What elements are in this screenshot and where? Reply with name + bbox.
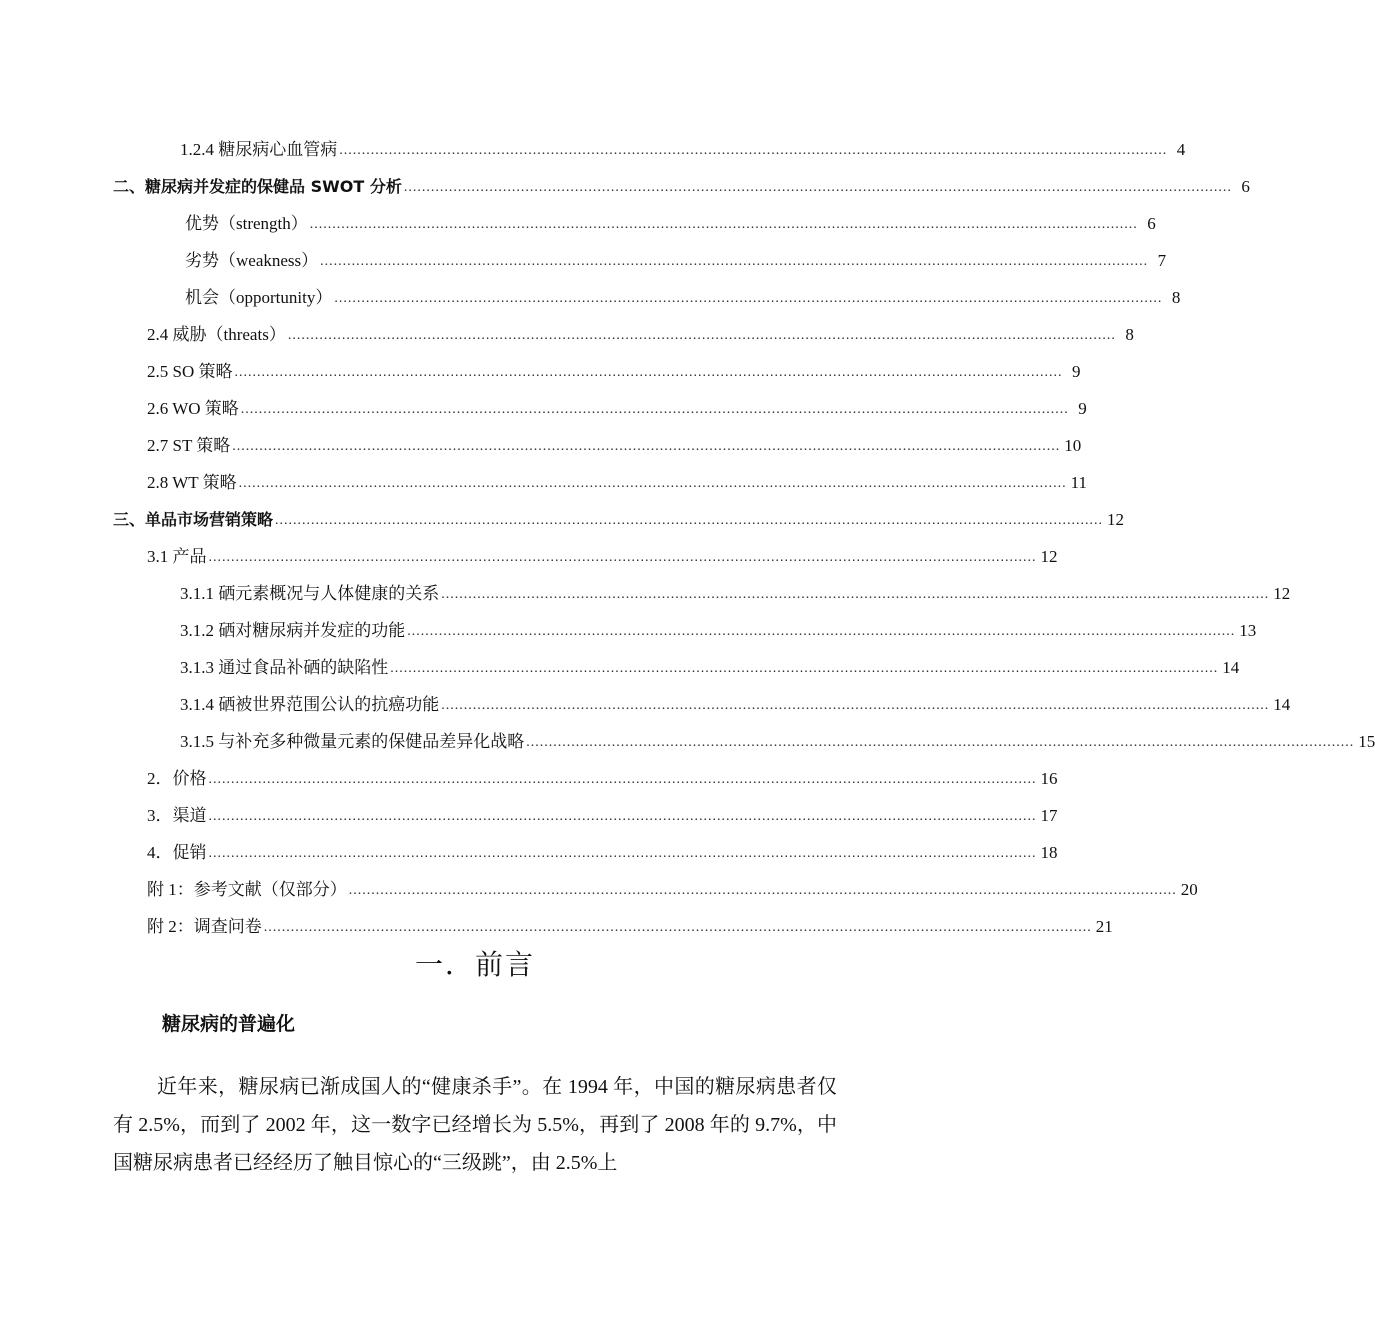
toc-leader: ........................................................................................................................................................................................ [309,217,1138,232]
toc-entry-label: 2．价格 [147,769,207,788]
toc-leader: ........................................................................................................................................................................................ [208,550,1037,565]
toc-entry-page: 10 [1064,436,1082,455]
toc-entry-label: 3.1.1 硒元素概况与人体健康的关系 [180,584,440,603]
toc-entry-page: 9 [1071,362,1081,381]
toc-entry-label: 2.5 SO 策略 [147,362,233,381]
toc-entry[interactable] [147,907,1113,937]
body-paragraph: 近年来，糖尿病已渐成国人的“健康杀手”。在 1994 年，中国的糖尿病患者仅有 2.5%，而到了 2002 年，这一数字已经增长为 5.5%，再到了 2008 年的 9.7%，中国糖尿病患者已经经历了触目惊心的“三级跳”，由 2.5%上 [113,1076,837,1174]
toc-entry-page: 15 [1358,732,1375,751]
toc-entry-label: 优势（strength） [185,214,308,233]
section-heading: 一．前言 [414,950,535,981]
toc-entry-page: 7 [1157,251,1167,270]
toc-entry-label: 3.1.2 硒对糖尿病并发症的功能 [180,621,406,640]
toc-entry-label: 3.1.4 硒被世界范围公认的抗癌功能 [180,695,440,714]
toc-leader: ........................................................................................................................................................................................ [403,180,1232,195]
toc-entry-label: 3.1.3 通过食品补硒的缺陷性 [180,658,389,677]
toc-entry-page: 13 [1239,621,1257,640]
toc-leader: ........................................................................................................................................................................................ [232,439,1061,454]
toc-leader: ........................................................................................................................................................................................ [208,846,1037,861]
toc-entry-page: 21 [1095,917,1113,936]
toc-entry[interactable] [180,574,1291,604]
toc-entry-label: 附 2：调查问卷 [147,917,262,936]
toc-leader: ........................................................................................................................................................................................ [334,291,1163,306]
toc-entry-page: 17 [1040,806,1058,825]
toc-leader: ........................................................................................................................................................................................ [526,735,1355,750]
toc-entry-label: 2.7 ST 策略 [147,436,231,455]
toc-entry-label: 3.1 产品 [147,547,207,566]
toc-entry-page: 8 [1125,325,1134,344]
toc-entry[interactable] [185,278,1181,308]
toc-leader: ........................................................................................................................................................................................ [287,328,1116,343]
toc-entry[interactable] [180,648,1240,678]
toc-leader: ........................................................................................................................................................................................ [208,809,1037,824]
toc-entry-page: 9 [1078,399,1087,418]
toc-entry[interactable] [180,611,1257,641]
toc-leader: ........................................................................................................................................................................................ [263,920,1092,935]
toc-entry-page: 14 [1273,695,1291,714]
toc-entry[interactable] [147,759,1058,789]
toc-entry-page: 18 [1040,843,1058,862]
toc-entry-label: 3．渠道 [147,806,207,825]
toc-entry-page: 20 [1180,880,1198,899]
toc-entry[interactable] [147,870,1198,900]
toc-entry-page: 12 [1107,510,1125,529]
toc-leader: ........................................................................................................................................................................................ [240,402,1069,417]
toc-entry-label: 三、单品市场营销策略 [113,510,274,529]
toc-entry[interactable] [113,167,1250,197]
toc-entry[interactable] [180,130,1186,160]
subsection-heading: 糖尿病的普遍化 [162,1013,296,1035]
toc-entry[interactable] [180,685,1291,715]
toc-entry-label: 2.8 WT 策略 [147,473,237,492]
toc-leader: ........................................................................................................................................................................................ [238,476,1067,491]
toc-leader: ........................................................................................................................................................................................ [441,698,1270,713]
toc-entry[interactable] [185,204,1156,234]
toc-entry-label: 劣势（weakness） [185,251,319,270]
toc-entry-label: 1.2.4 糖尿病心血管病 [180,140,338,159]
toc-entry-label: 附 1：参考文献（仅部分） [147,880,347,899]
toc-entry-page: 12 [1040,547,1058,566]
toc-leader: ........................................................................................................................................................................................ [441,587,1270,602]
toc-entry-label: 3.1.5 与补充多种微量元素的保健品差异化战略 [180,732,525,751]
toc-entry-label: 2.4 威胁（threats） [147,325,286,344]
toc-leader: ........................................................................................................................................................................................ [407,624,1236,639]
toc-entry-label: 二、糖尿病并发症的保健品 SWOT 分析 [113,177,402,196]
toc-leader: ........................................................................................................................................................................................ [339,143,1168,158]
toc-entry-page: 4 [1176,140,1186,159]
toc-entry-page: 16 [1040,769,1058,788]
toc-entry[interactable] [113,500,1125,530]
toc-leader: ........................................................................................................................................................................................ [348,883,1177,898]
toc-entry-page: 14 [1222,658,1240,677]
toc-entry-label: 2.6 WO 策略 [147,399,239,418]
toc-leader: ........................................................................................................................................................................................ [390,661,1219,676]
toc-entry[interactable] [147,463,1087,493]
toc-entry[interactable] [147,352,1081,382]
toc-entry[interactable] [147,796,1058,826]
toc-leader: ........................................................................................................................................................................................ [234,365,1063,380]
toc-entry[interactable] [147,537,1058,567]
toc-entry-page: 12 [1273,584,1291,603]
toc-leader: ........................................................................................................................................................................................ [320,254,1149,269]
toc-entry[interactable] [147,389,1087,419]
toc-leader: ........................................................................................................................................................................................ [275,513,1104,528]
toc-entry-page: 8 [1171,288,1181,307]
toc-entry-label: 机会（opportunity） [185,288,333,307]
toc-entry[interactable] [147,315,1134,345]
toc-entry[interactable] [147,833,1058,863]
toc-entry[interactable] [180,722,1375,752]
toc-entry-label: 4．促销 [147,843,207,862]
toc-entry-page: 11 [1070,473,1087,492]
toc-entry-page: 6 [1147,214,1156,233]
toc-entry[interactable] [185,241,1167,271]
toc-leader: ........................................................................................................................................................................................ [208,772,1037,787]
toc-entry[interactable] [147,426,1082,456]
toc-entry-page: 6 [1241,177,1250,196]
